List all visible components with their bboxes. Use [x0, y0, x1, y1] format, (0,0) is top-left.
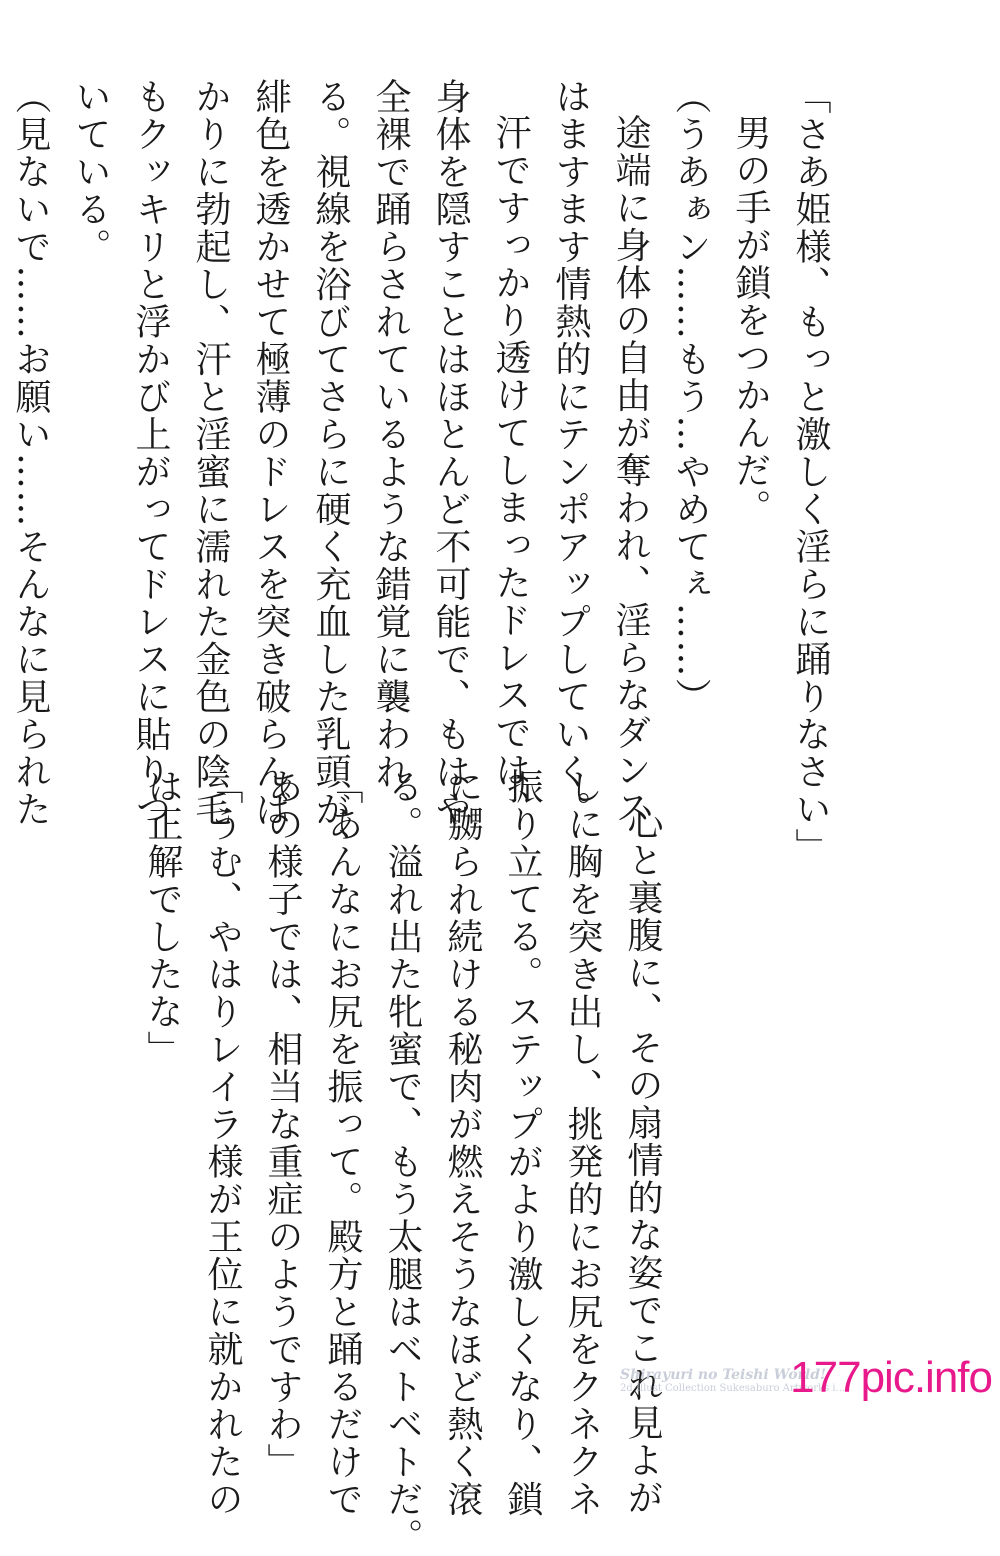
text-line: 心と裏腹に、その扇情的な姿でこれ見よが — [622, 804, 663, 1517]
text-line: に嬲られ続ける秘肉が燃えそうなほど熱く滾 — [442, 768, 483, 1518]
text-line: はますます情熱的にテンポアップしていく。 — [550, 78, 591, 828]
text-line: 緋色を透かせて極薄のドレスを突き破らんば — [250, 78, 291, 828]
text-line: 「さあ姫様、もっと激しく淫らに踊りなさい」 — [790, 78, 831, 866]
passage-bottom — [132, 768, 672, 1556]
text-line: （見ないで……お願い……そんなに見られた — [10, 78, 51, 828]
text-line: る。溢れ出た牝蜜で、もう太腿はベトベトだ。 — [382, 768, 423, 1556]
text-line: しに胸を突き出し、挑発的にお尻をクネクネ — [562, 768, 603, 1518]
text-line: 身体を隠すことはほとんど不可能で、もはや — [430, 78, 471, 828]
text-line: あの様子では、相当な重症のようですわ」 — [262, 768, 303, 1481]
text-line: （うあぁン……もう…やめてぇ……） — [670, 78, 711, 716]
site-watermark: 177pic.info — [790, 1353, 992, 1402]
text-line: る。視線を浴びてさらに硬く充血した乳頭が、 — [310, 78, 351, 866]
text-line: 全裸で踊らされているような錯覚に襲われ — [370, 78, 411, 791]
text-line: いている。 — [70, 78, 111, 266]
passage-top — [0, 78, 840, 866]
text-line: かりに勃起し、汗と淫蜜に濡れた金色の陰毛 — [190, 78, 231, 828]
text-line: 振り立てる。ステップがより激しくなり、鎖 — [502, 768, 543, 1518]
text-line: 途端に身体の自由が奪われ、淫らなダンス — [610, 114, 651, 827]
text-line: は正解でしたな」 — [142, 768, 183, 1068]
text-line: 「うむ、やはりレイラ様が王位に就かれたの — [202, 768, 243, 1518]
text-line: もクッキリと浮かび上がってドレスに貼りつ — [130, 78, 171, 828]
credit-title: Shirayuri no Teishi World! — [620, 1367, 827, 1383]
text-line: 汗ですっかり透けてしまったドレスでは、 — [490, 114, 531, 827]
credit-subtitle: 2d Illust Collection Sukesaburo Artworks i... — [620, 1383, 846, 1395]
text-line: 「あんなにお尻を振って。殿方と踊るだけで — [322, 768, 363, 1518]
text-line: 男の手が鎖をつかんだ。 — [730, 114, 771, 527]
